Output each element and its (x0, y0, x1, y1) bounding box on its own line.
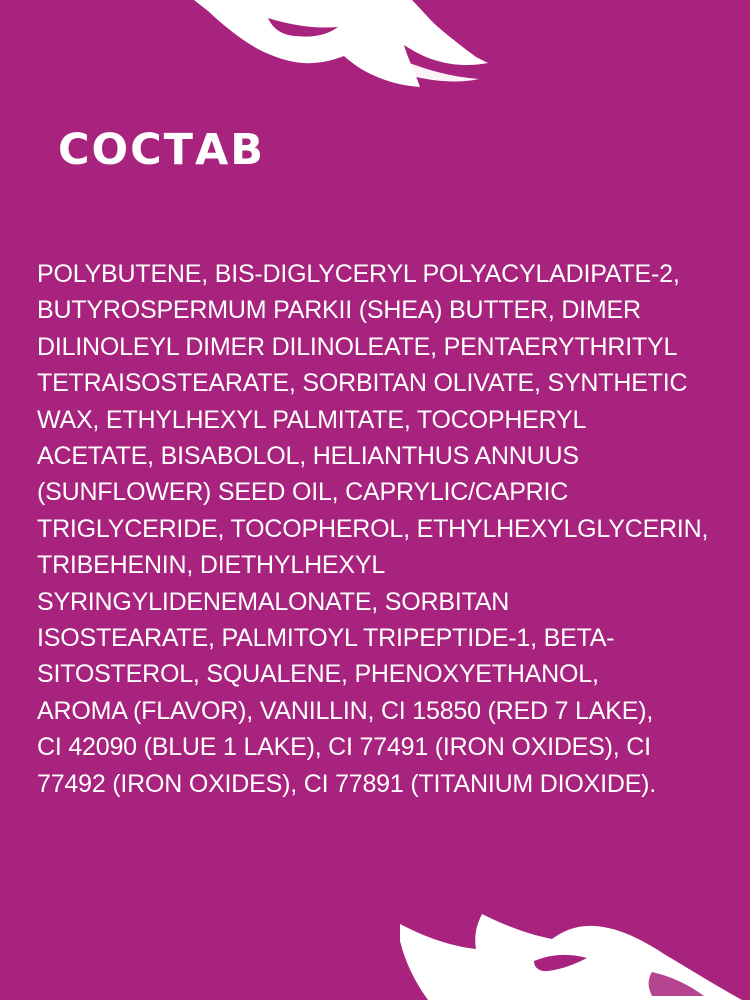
bottom-brush-stroke-decoration (370, 900, 750, 1000)
ingredients-title: СОСТАВ (58, 125, 266, 175)
ingredients-line: DILINOLEYL DIMER DILINOLEATE, PENTAERYTHRITYL (37, 332, 678, 361)
ingredients-line: WAX, ETHYLHEXYL PALMITATE, TOCOPHERYL (37, 405, 587, 434)
ingredients-text (37, 256, 727, 802)
ingredients-line: ACETATE, BISABOLOL, HELIANTHUS ANNUUS (37, 442, 579, 471)
ingredients-line: TRIGLYCERIDE, TOCOPHEROL, ETHYLHEXYLGLYCERIN, (37, 514, 709, 543)
ingredients-line: TRIBEHENIN, DIETHYLHEXYL (37, 551, 386, 580)
ingredients-line: AROMA (FLAVOR), VANILLIN, CI 15850 (RED 7 LAKE), (37, 696, 654, 725)
bottom-brush-stroke-cutout (534, 955, 587, 971)
bottom-brush-stroke-right-cutout (649, 972, 704, 996)
top-brush-stroke-decoration (150, 0, 510, 120)
bottom-brush-stroke-main (400, 914, 742, 1000)
ingredients-line: ISOSTEARATE, PALMITOYL TRIPEPTIDE-1, BETA- (37, 624, 615, 653)
ingredients-line: BUTYROSPERMUM PARKII (SHEA) BUTTER, DIMER (37, 296, 641, 325)
top-brush-stroke-main (194, 0, 488, 87)
top-brush-stroke-cutout (268, 18, 338, 37)
ingredients-line: TETRAISOSTEARATE, SORBITAN OLIVATE, SYNTHETIC (37, 369, 688, 398)
ingredients-line: POLYBUTENE, BIS-DIGLYCERYL POLYACYLADIPATE-2, (37, 260, 680, 288)
ingredients-line: CI 42090 (BLUE 1 LAKE), CI 77491 (IRON OXIDES), CI (37, 733, 651, 762)
top-brush-stroke-tail (402, 60, 479, 81)
ingredients-line: 77492 (IRON OXIDES), CI 77891 (TITANIUM DIOXIDE). (37, 769, 657, 798)
ingredients-line: SITOSTEROL, SQUALENE, PHENOXYETHANOL, (37, 660, 599, 689)
ingredients-line: (SUNFLOWER) SEED OIL, CAPRYLIC/CAPRIC (37, 478, 569, 507)
ingredients-line: SYRINGYLIDENEMALONATE, SORBITAN (37, 587, 510, 616)
